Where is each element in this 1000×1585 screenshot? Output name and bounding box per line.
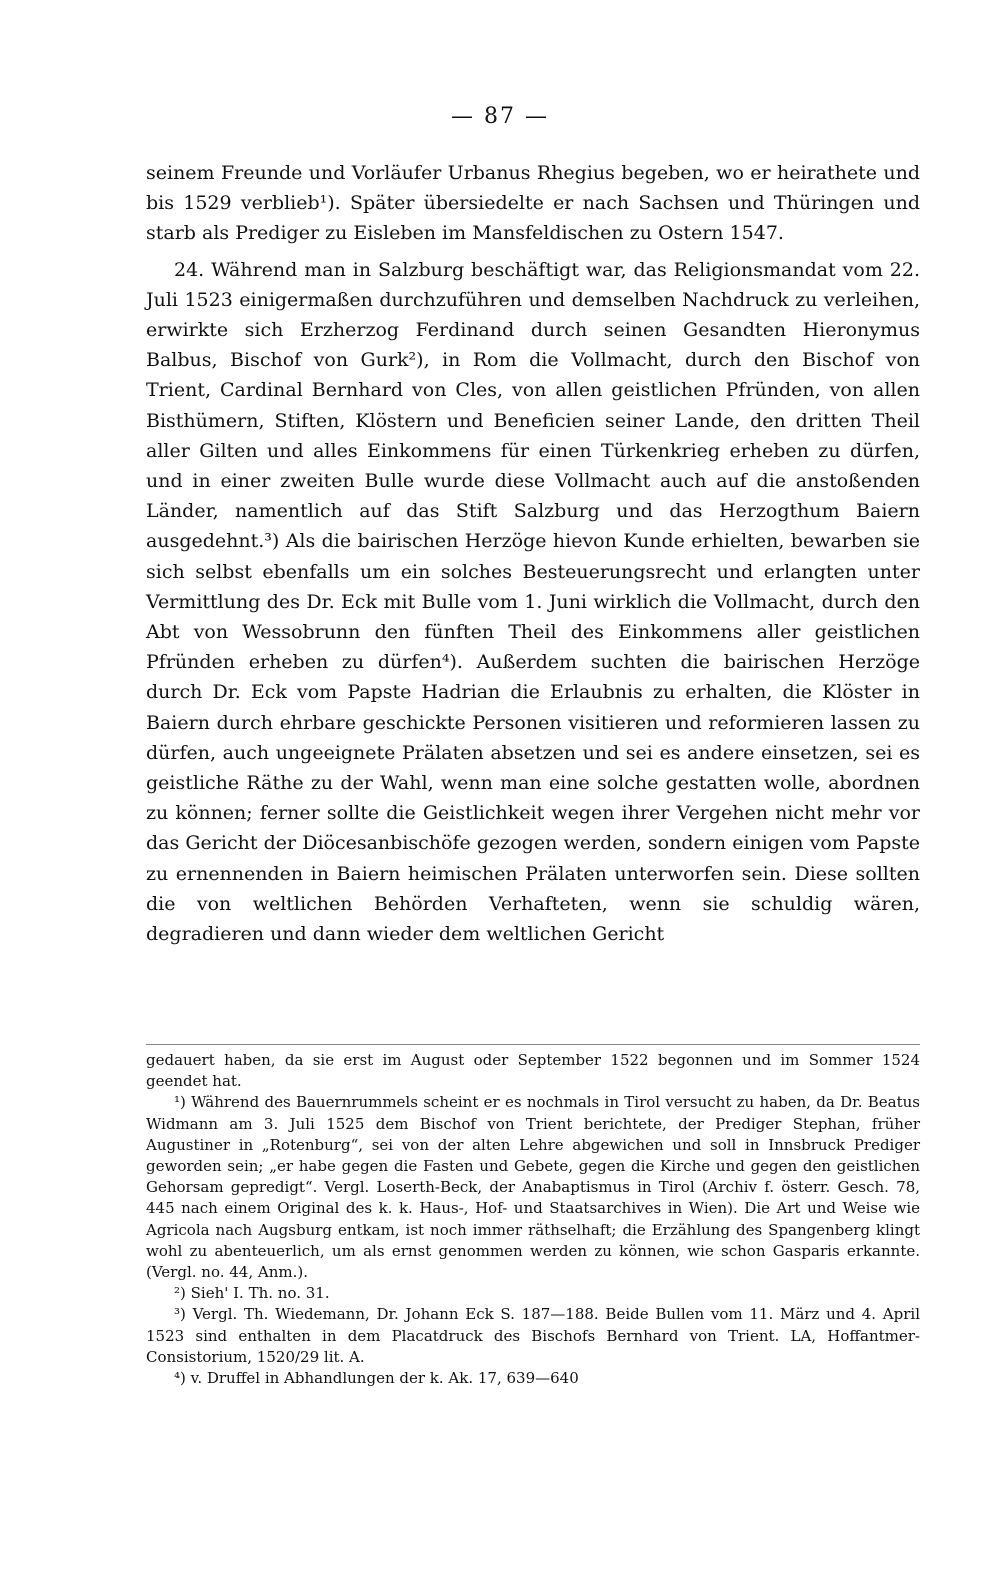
footnote-2: ²) Sieh' I. Th. no. 31. xyxy=(174,1284,330,1303)
paragraph-24: 24. Während man in Salzburg beschäftigt war, das Religionsmandat vom 22. Juli 1523 einigermaßen durchzuführen und demselben Nachdruck zu verleihen, erwirkte sich Erzherzog Ferdinand durch seinen Gesandten Hieronymus Balbus, Bischof von Gurk²), in Rom die Vollmacht, durch den Bischof von Trient, Cardinal Bernhard von Cles, von allen geistlichen Pfründen, von allen Bisthümern, Stiften, Klöstern und Beneficien seiner Lande, den dritten Theil aller Gilten und alles Einkommens für einen Türkenkrieg erheben zu dürfen, und in einer zweiten Bulle wurde diese Vollmacht auch auf die anstoßenden Länder, namentlich auf das Stift Salzburg und das Herzogthum Baiern ausgedehnt.³) Als die bairischen Herzöge hievon Kunde erhielten, bewarben sie sich selbst ebenfalls um ein solches Besteuerungsrecht und erlangten unter Vermittlung des Dr. Eck mit Bulle vom 1. Juni wirklich die Vollmacht, durch den Abt von Wessobrunn den fünften Theil des Einkommens aller geistlichen Pfründen erheben zu dürfen⁴). Außerdem suchten die bairischen Herzöge durch Dr. Eck vom Papste Hadrian die Erlaubnis zu erhalten, die Klöster in Baiern durch ehrbare geschickte Personen visitieren und reformieren lassen zu dürfen, auch ungeeignete Prälaten absetzen und sei es andere einsetzen, sei es geistliche Räthe zu der Wahl, wenn man eine solche gestatten wolle, abordnen zu können; ferner sollte die Geistlichkeit wegen ihrer Vergehen nicht mehr vor das Gericht der Diöcesanbischöfe gezogen werden, sondern einigen vom Papste zu ernennenden in Baiern heimischen Prälaten unterworfen sein. Diese sollten die von weltlichen Behörden Verhafteten, wenn sie schuldig wären, degradieren und dann wieder dem weltlichen Gericht xyxy=(146,258,920,946)
footnote-4: ⁴) v. Druffel in Abhandlungen der k. Ak. 17, 639—640 xyxy=(174,1369,579,1388)
footnote-divider xyxy=(146,1044,920,1045)
main-text xyxy=(146,158,920,949)
paragraph-continuation: seinem Freunde und Vorläufer Urbanus Rhegius begeben, wo er heirathete und bis 1529 verblieb¹). Später übersiedelte er nach Sachsen und Thüringen und starb als Prediger zu Eisleben im Mansfeldischen zu Ostern 1547. xyxy=(146,162,920,245)
footnotes xyxy=(146,1050,920,1389)
footnote-continuation: gedauert haben, da sie erst im August oder September 1522 begonnen und im Sommer 1524 geendet hat. xyxy=(146,1051,920,1091)
page-number: — 87 — xyxy=(451,104,549,129)
footnote-1: ¹) Während des Bauernrummels scheint er es nochmals in Tirol versucht zu haben, da Dr. Beatus Widmann am 3. Juli 1525 dem Bischof von Trient berichtete, der Prediger Stephan, früher Augustiner in „Rotenburg“, sei von der alten Lehre abgewichen und soll in Innsbruck Prediger geworden sein; „er habe gegen die Fasten und Gebete, gegen die Kirche und gegen den geistlichen Gehorsam gepredigt“. Vergl. Loserth-Beck, der Anabaptismus in Tirol (Archiv f. österr. Gesch. 78, 445 nach einem Original des k. k. Haus-, Hof- und Staatsarchives in Wien). Die Art und Weise wie Agricola nach Augsburg entkam, ist noch immer räthselhaft; die Erzählung des Spangenberg klingt wohl zu abenteuerlich, um als ernst genommen werden zu können, wie schon Gasparis erkannte. (Vergl. no. 44, Anm.). xyxy=(146,1093,920,1282)
footnote-3: ³) Vergl. Th. Wiedemann, Dr. Johann Eck S. 187—188. Beide Bullen vom 11. März und 4. April 1523 sind enthalten in dem Placatdruck des Bischofs Bernhard von Trient. LA, Hoffantmer-Consistorium, 1520/29 lit. A. xyxy=(146,1305,920,1366)
